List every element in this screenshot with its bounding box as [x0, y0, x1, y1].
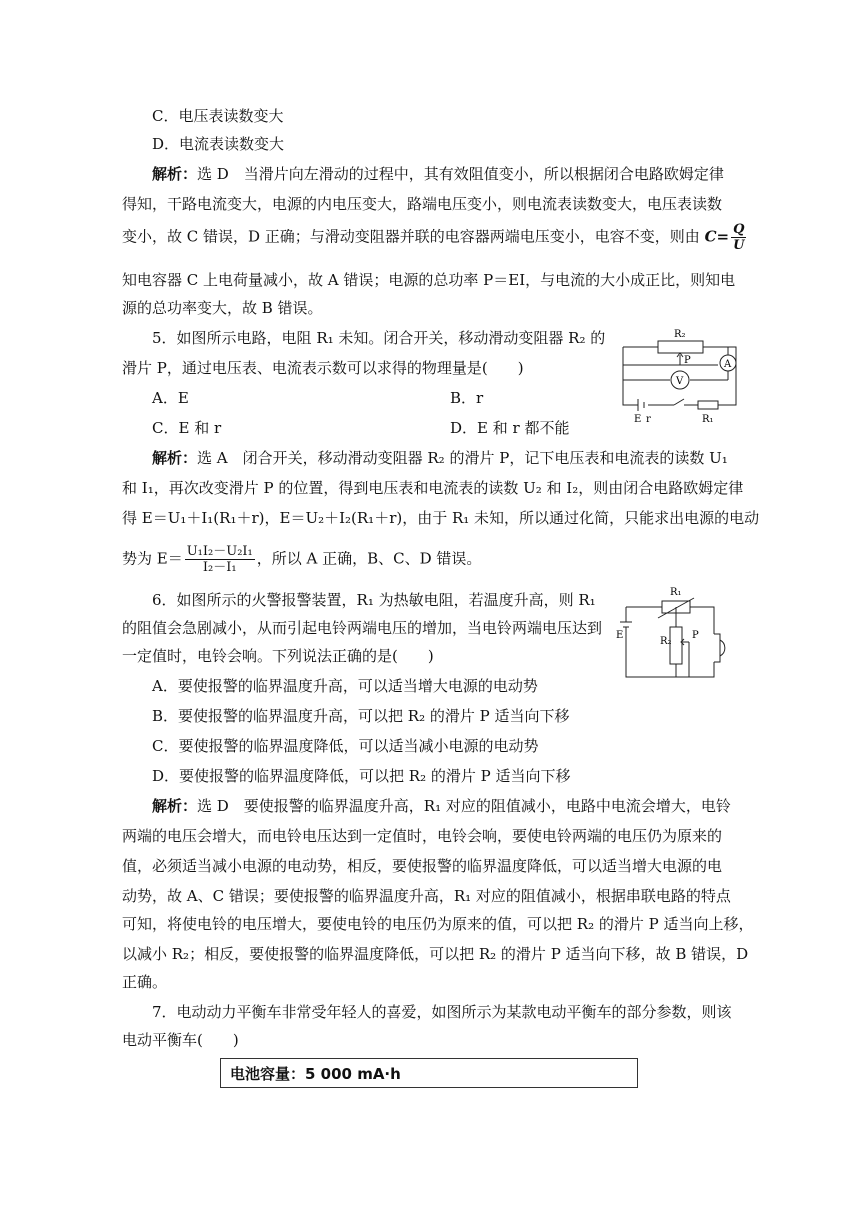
label-r1: R₁	[702, 414, 714, 425]
answer-label: 解析：	[152, 449, 198, 467]
q5-option-b: B．r	[450, 389, 484, 407]
q6-answer-text: 可知，将使电铃的电压增大，要使电铃的电压仍为原来的值，可以把 R₂ 的滑片 P 适当向上移，	[122, 915, 754, 933]
q5-option-d: D．E 和 r 都不能	[450, 419, 570, 437]
q6-answer-line	[152, 796, 731, 816]
q7-stem: 7．电动动力平衡车非常受年轻人的喜爱，如图所示为某款电动平衡车的部分参数，则该	[152, 1003, 732, 1021]
label-r2: R₂	[674, 329, 686, 340]
label-p: P	[684, 355, 691, 366]
q7-stem: 电动平衡车( )	[122, 1031, 239, 1049]
q4-option-d: D．电流表读数变大	[152, 135, 285, 153]
q5-option-c: C．E 和 r	[152, 419, 222, 437]
q6-option-b: B．要使报警的临界温度升高，可以把 R₂ 的滑片 P 适当向下移	[152, 707, 570, 725]
q5-answer-text: 得 E＝U₁＋I₁(R₁＋r)，E＝U₂＋I₂(R₁＋r)，由于 R₁ 未知，所以通过化简，只能求出电源的电动	[122, 509, 760, 527]
answer-label: 解析：	[152, 165, 198, 183]
answer-label: 解析：	[152, 797, 198, 815]
q4-answer-text	[122, 222, 748, 253]
q4-option-c: C．电压表读数变大	[152, 107, 284, 125]
fraction-numerator: U₁I₂－U₂I₁	[186, 544, 253, 559]
q5-answer-text	[122, 544, 481, 575]
q6-answer-text: 正确。	[122, 973, 168, 991]
q4-answer-text: 得知，干路电流变大，电源的内电压变大，路端电压变小，则电流表读数变大，电压表读数	[122, 195, 723, 213]
q6-answer-text: 两端的电压会增大，而电铃电压达到一定值时，电铃会响，要使电铃两端的电压仍为原来的	[122, 827, 723, 845]
answer-text: 变小，故 C 错误，D 正确；与滑动变阻器并联的电容器两端电压变小，电容不变，则由	[122, 227, 705, 246]
answer-text: 选 A 闭合开关，移动滑动变阻器 R₂ 的滑片 P，记下电压表和电流表的读数 U₁	[197, 449, 728, 467]
answer-text: 势为 E＝	[122, 549, 183, 568]
label-r: r	[646, 414, 651, 425]
q6-circuit-diagram	[614, 582, 744, 682]
q6-stem: 6．如图所示的火警报警装置，R₁ 为热敏电阻，若温度升高，则 R₁	[152, 591, 596, 609]
label-voltmeter: V	[676, 376, 684, 387]
fraction-denominator: U	[733, 238, 745, 253]
label-r2: R₂	[660, 636, 672, 647]
label-e: E	[634, 414, 642, 425]
q5-stem: 5．如图所示电路，电阻 R₁ 未知。闭合开关，移动滑动变阻器 R₂ 的	[152, 329, 606, 347]
fraction-emf	[185, 544, 255, 575]
label-r1: R₁	[670, 587, 682, 598]
answer-text: 选 D 要使报警的临界温度升高，R₁ 对应的阻值减小，电路中电流会增大，电铃	[197, 797, 731, 815]
label-ammeter: A	[724, 359, 732, 370]
q5-option-a: A．E	[152, 389, 189, 407]
q5-circuit-diagram	[618, 325, 744, 425]
q6-answer-text: 值，必须适当减小电源的电动势，相反，要使报警的临界温度降低，可以适当增大电源的电	[122, 857, 723, 875]
q6-option-d: D．要使报警的临界温度降低，可以把 R₂ 的滑片 P 适当向下移	[152, 767, 571, 785]
answer-text: ，所以 A 正确，B、C、D 错误。	[256, 549, 482, 568]
answer-text: 选 D 当滑片向左滑动的过程中，其有效阻值变小，所以根据闭合电路欧姆定律	[197, 165, 724, 183]
q5-answer-text: 和 I₁，再次改变滑片 P 的位置，得到电压表和电流表的读数 U₂ 和 I₂，则由闭合电路欧姆定律	[122, 479, 744, 497]
q6-answer-text: 动势，故 A、C 错误；要使报警的临界温度升高，R₁ 对应的阻值减小，根据串联电路的特点	[122, 887, 731, 905]
table-row-battery-capacity: 电池容量：5 000 mA·h	[230, 1065, 401, 1083]
q6-option-a: A．要使报警的临界温度升高，可以适当增大电源的电动势	[152, 677, 538, 695]
q5-answer-line	[152, 448, 728, 468]
q5-stem: 滑片 P，通过电压表、电流表示数可以求得的物理量是( )	[122, 359, 524, 377]
q6-stem: 一定值时，电铃会响。下列说法正确的是( )	[122, 647, 434, 665]
label-p: P	[692, 630, 699, 641]
fraction-numerator: Q	[731, 222, 746, 238]
q7-parameter-table	[220, 1058, 638, 1088]
q4-answer-line	[152, 164, 724, 184]
fraction-denominator: I₂－I₁	[202, 560, 237, 575]
formula: C=	[704, 227, 730, 246]
q4-answer-text: 知电容器 C 上电荷量减小，故 A 错误；电源的总功率 P＝EI，与电流的大小成正比，则知电	[122, 271, 736, 289]
q6-stem: 的阻值会急剧减小，从而引起电铃两端电压的增加，当电铃两端电压达到	[122, 619, 603, 637]
q6-answer-text: 以减小 R₂；相反，要使报警的临界温度降低，可以把 R₂ 的滑片 P 适当向下移，故 B 错误，D	[122, 945, 749, 963]
fraction-q-over-u	[731, 222, 746, 253]
q6-option-c: C．要使报警的临界温度降低，可以适当减小电源的电动势	[152, 737, 539, 755]
q4-answer-text: 源的总功率变大，故 B 错误。	[122, 299, 323, 317]
label-e: E	[616, 630, 624, 641]
